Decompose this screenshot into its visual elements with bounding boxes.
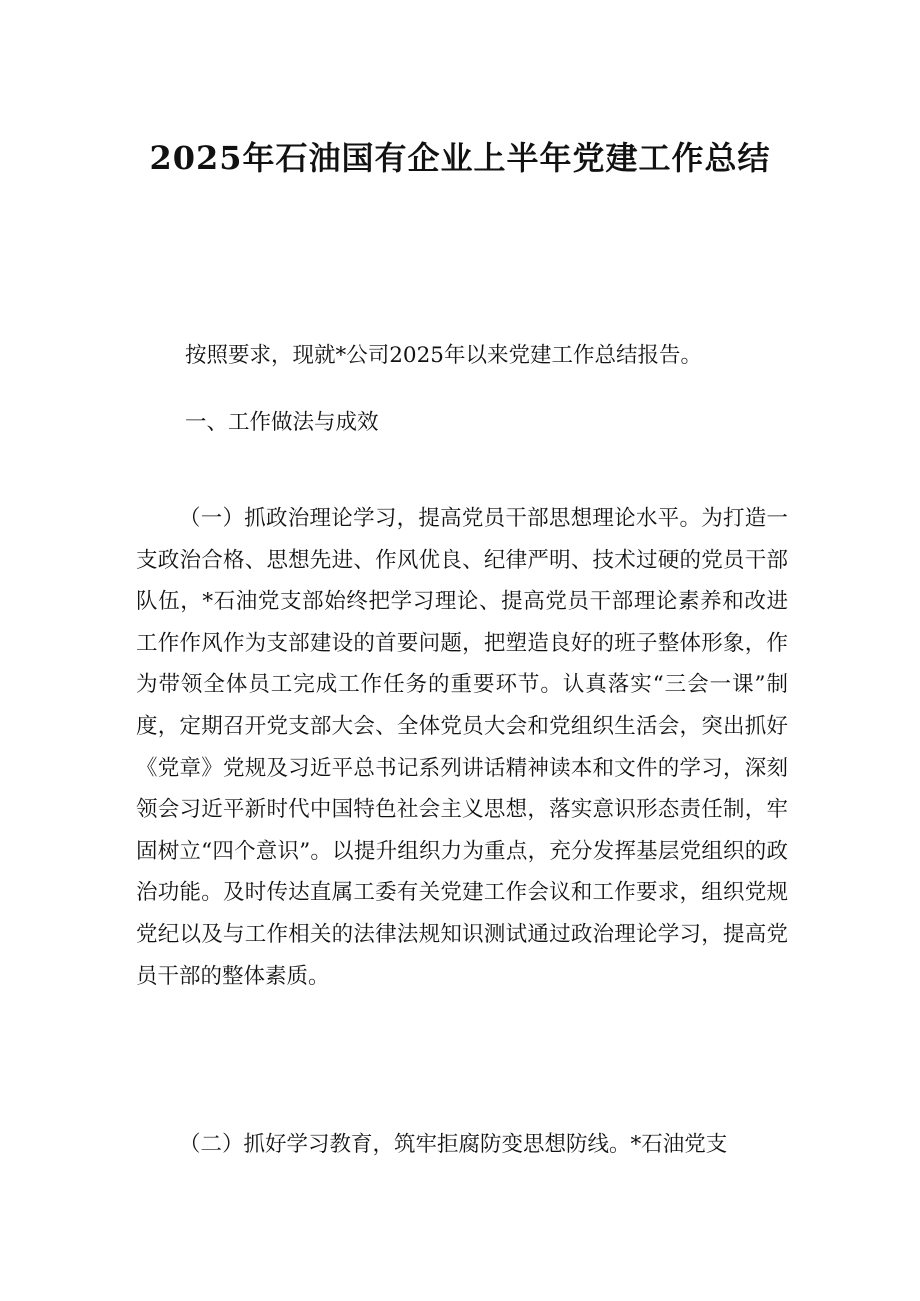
document-title: 2025年石油国有企业上半年党建工作总结 — [149, 139, 771, 177]
intro-paragraph: 按照要求，现就*公司2025年以来党建工作总结报告。 — [185, 343, 702, 368]
section-heading: 一、工作做法与成效 — [185, 410, 379, 435]
paragraph-2: （二）抓好学习教育，筑牢拒腐防变思想防线。*石油党支 — [179, 1132, 728, 1157]
paragraph-1: （一）抓政治理论学习，提高党员干部思想理论水平。为打造一支政治合格、思想先进、作风优良、纪律严明、技术过硬的党员干部队伍，*石油党支部始终把学习理论、提高党员干部理论素养和改进工作作风作为支部建设的首要问题，把塑造良好的班子整体形象，作为带领全体员工完成工作任务的重要环节。认真落实“三会一课”制度，定期召开党支部大会、全体党员大会和党组织生活会，突出抓好《党章》党规及习近平总书记系列讲话精神读本和文件的学习，深刻领会习近平新时代中国特色社会主义思想，落实意识形态责任制，牢固树立“四个意识”。以提升组织力为重点，充分发挥基层党组织的政治功能。及时传达直属工委有关党建工作会议和工作要求，组织党规党纪以及与工作相关的法律法规知识测试通过政治理论学习，提高党员干部的整体素质。 — [136, 506, 788, 989]
